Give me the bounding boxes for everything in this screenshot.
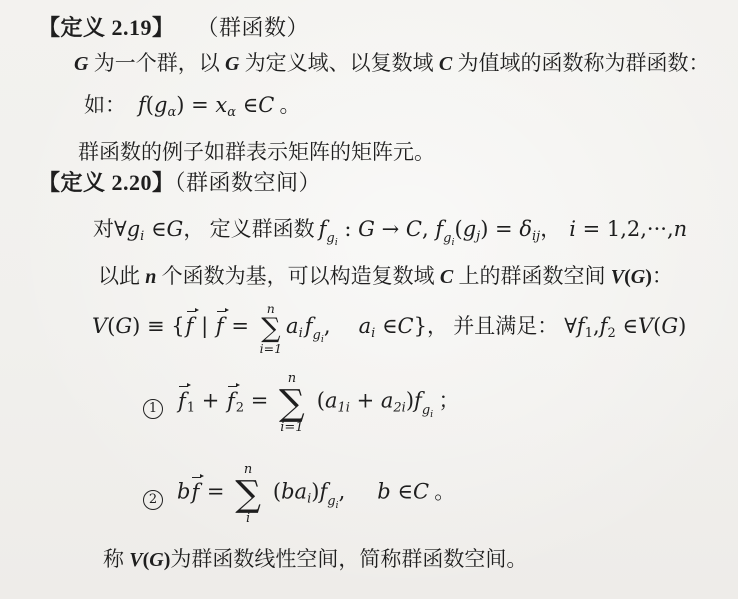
math-token: g (312, 327, 321, 343)
math-token: ∈ (144, 217, 167, 241)
math-token: = 1,2,···, (575, 217, 674, 241)
math-token: 个函数为基，可以构造复数域 (156, 264, 440, 288)
math-token: n (673, 217, 688, 241)
math-token: ∈ (615, 313, 638, 338)
math-token: i (320, 333, 324, 345)
math-token: a (380, 388, 394, 413)
math-token: C (258, 93, 275, 117)
definition-220-heading (38, 169, 321, 197)
math-token: ∈ (375, 313, 398, 338)
math-token: + (349, 388, 381, 413)
math-token: i (307, 491, 312, 507)
math-token: ： (651, 264, 673, 288)
math-token: f (318, 217, 327, 241)
math-token: i (335, 499, 339, 511)
math-token: ∀ (114, 217, 127, 241)
math-token: V (129, 549, 143, 571)
math-token: g (327, 493, 336, 509)
math-token: G (224, 53, 240, 75)
math-token: g (462, 217, 477, 241)
math-token: i (140, 229, 145, 244)
math-token: ( (454, 217, 463, 241)
math-token: C (438, 53, 453, 75)
nested-subscript (422, 403, 433, 418)
closing-statement (103, 546, 527, 573)
math-token: ， 并且满足： (426, 313, 559, 338)
math-token: ) (645, 266, 652, 288)
math-token: f (435, 217, 444, 241)
summation (279, 372, 305, 436)
nested-subscript (313, 328, 324, 343)
math-token: 。 (429, 479, 456, 504)
nested-subscript (327, 494, 338, 509)
math-token: i (430, 408, 434, 420)
math-token: | (194, 313, 215, 338)
math-token: 如： (84, 93, 126, 117)
definition-219-heading (38, 14, 309, 42)
matrix-element-note (78, 139, 435, 165)
math-token: α (227, 105, 236, 120)
vector-symbol: f (178, 388, 186, 413)
math-token: ( (653, 313, 662, 338)
sum-symbol: ∑ (261, 313, 281, 345)
summation (235, 463, 261, 527)
vector-symbol: f (185, 313, 194, 338)
math-token: G (358, 217, 375, 241)
math-token: x (215, 93, 228, 117)
sum-upper-limit: n (266, 301, 275, 316)
circled-number: 1 (143, 399, 163, 419)
math-token: = (224, 313, 256, 338)
group-function-example-formula (84, 92, 301, 121)
group-function-definition-line (93, 216, 687, 249)
math-token: 1 (186, 400, 196, 416)
math-token: a (358, 313, 372, 338)
math-token: C (412, 479, 430, 504)
math-token: = (244, 388, 276, 413)
math-token: 2 (607, 325, 616, 341)
math-token: f (319, 479, 328, 504)
math-token: i (569, 217, 576, 241)
vector-symbol: f (191, 479, 200, 504)
math-token: V (610, 266, 625, 288)
math-token: 以此 (98, 264, 146, 288)
math-token: 1i (337, 400, 350, 416)
math-token: = (200, 479, 232, 504)
math-token: 上的群函数空间 (453, 264, 611, 288)
math-token: , (421, 217, 436, 241)
math-token: G (166, 217, 184, 241)
math-token: G (115, 313, 133, 338)
math-token: ∈ (235, 93, 259, 117)
math-token: ba (281, 479, 308, 504)
math-token: a (286, 313, 299, 338)
vector-symbol: f (227, 388, 235, 413)
property-2-formula (143, 463, 455, 527)
math-token: i (371, 325, 376, 341)
math-token: ( (107, 313, 116, 338)
math-token: ( (272, 479, 282, 504)
math-token: ( (145, 93, 154, 117)
math-token: b (177, 479, 191, 504)
math-token: ) (163, 549, 171, 571)
math-token: f (576, 313, 585, 338)
vector-symbol: f (215, 313, 224, 338)
math-token: ) = (176, 93, 216, 117)
nested-subscript (326, 231, 337, 246)
math-token: , (338, 479, 346, 504)
math-token: ) (311, 479, 320, 504)
math-token: V (637, 313, 654, 338)
definition-219-number: 【定义 2.19】 (38, 15, 175, 40)
math-token: f (138, 93, 146, 117)
math-token: , (592, 313, 600, 338)
sum-symbol: ∑ (235, 473, 261, 515)
math-token: G (149, 549, 164, 571)
math-token: ∈ (390, 479, 413, 504)
math-token: g (326, 231, 335, 246)
math-token: j (476, 229, 481, 244)
math-token: 为群函数线性空间，简称群函数空间。 (170, 547, 528, 571)
math-token: a (324, 388, 338, 413)
math-token: 群函数的例子如群表示矩阵的矩阵元。 (78, 140, 435, 164)
math-token: i (451, 237, 455, 248)
math-token: : (337, 217, 359, 241)
math-token: 为值域的函数称为群函数： (452, 51, 710, 75)
math-token: 为定义域、以复数域 (239, 51, 439, 75)
math-token: i (298, 325, 303, 341)
math-token: ij (531, 229, 541, 244)
math-token: ) ≡ { (132, 313, 185, 338)
math-token: , (323, 313, 331, 338)
math-token: g (443, 231, 452, 246)
math-token: C (405, 217, 422, 241)
math-token: ； (433, 388, 460, 413)
math-token: ， (540, 217, 562, 241)
sum-lower-limit: i (245, 511, 251, 527)
math-token: 为一个群，以 (88, 51, 225, 75)
math-token: α (167, 105, 177, 120)
definition-220-number: 【定义 2.20】 (38, 170, 175, 195)
summation (260, 302, 282, 356)
math-token: 称 (103, 547, 130, 571)
math-token: f (599, 313, 608, 338)
math-token: → (374, 217, 406, 241)
sum-upper-limit: n (243, 462, 253, 477)
property-1-formula (143, 372, 459, 436)
math-token: g (421, 402, 431, 418)
math-token: C (439, 266, 454, 288)
definition-219-title: （群函数） (196, 15, 310, 40)
circled-number: 2 (143, 490, 163, 510)
math-token: ) = (480, 217, 520, 241)
basis-construction-line (98, 263, 673, 290)
math-token: ) (405, 388, 415, 413)
math-token: 2 (235, 400, 245, 416)
math-token: g (126, 217, 141, 241)
math-token: ) (678, 313, 687, 338)
math-token: + (195, 388, 227, 413)
sum-lower-limit: i=1 (280, 420, 304, 436)
math-token: f (304, 313, 313, 338)
math-token: } (413, 313, 427, 338)
math-token: ， 定义群函数 (183, 217, 315, 241)
math-token: 2i (393, 400, 406, 416)
math-token: 1 (584, 325, 593, 341)
sum-lower-limit: i=1 (259, 341, 283, 357)
math-token: C (397, 313, 414, 338)
nested-subscript (443, 231, 454, 246)
sum-upper-limit: n (287, 371, 297, 386)
math-token: g (153, 93, 168, 117)
math-token: G (74, 53, 89, 75)
math-token: f (414, 388, 422, 413)
sum-symbol: ∑ (279, 382, 305, 424)
math-token: ∀ (564, 313, 577, 338)
math-token: n (145, 266, 157, 288)
definition-219-statement (74, 50, 710, 77)
function-space-formula (92, 302, 686, 356)
math-token: i (334, 237, 338, 248)
math-token: G (630, 266, 646, 288)
math-token: ( (316, 388, 325, 413)
math-token: V (92, 313, 108, 338)
math-token: δ (519, 217, 532, 241)
math-token: b (377, 479, 391, 504)
definition-220-title: （群函数空间） (174, 170, 322, 195)
math-token: ( (624, 266, 631, 288)
math-token: ( (142, 549, 150, 571)
math-token: G (661, 313, 679, 338)
math-token: 。 (274, 93, 301, 117)
math-token: 对 (93, 217, 114, 241)
